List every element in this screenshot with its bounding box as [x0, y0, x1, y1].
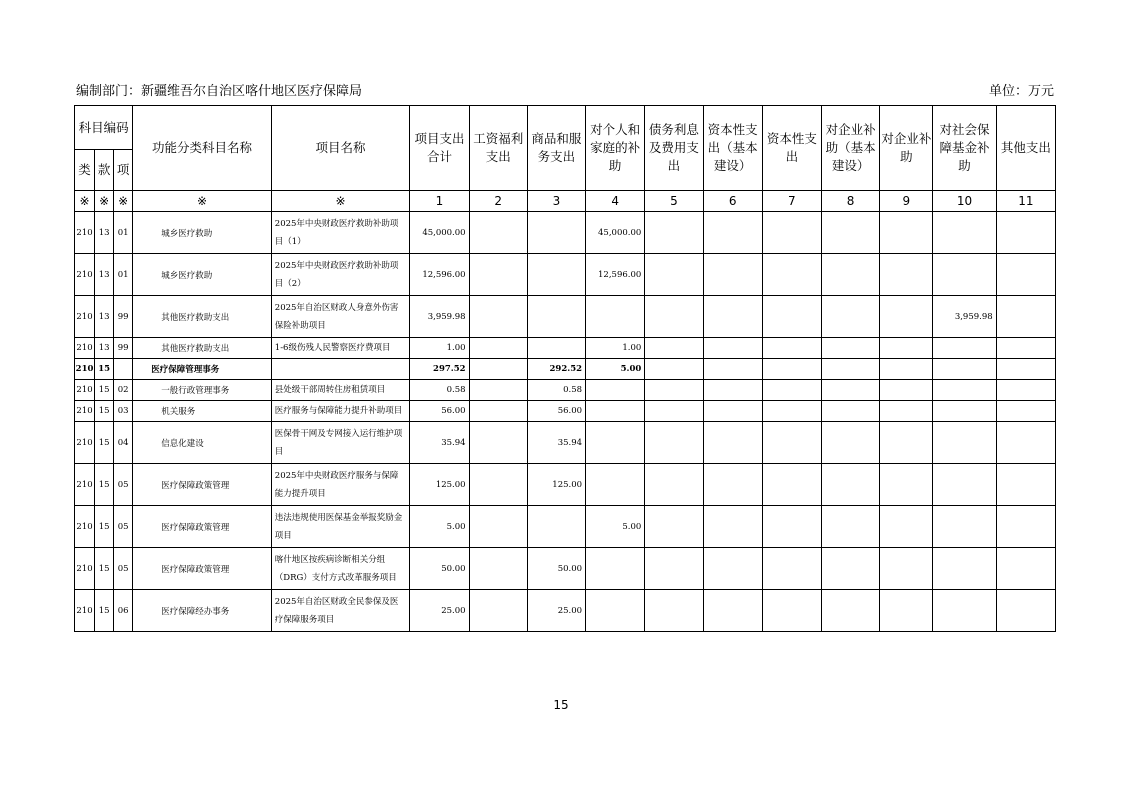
empty-cell: [762, 548, 821, 590]
project-name-cell: 2025年自治区财政全民参保及医疗保障服务项目: [271, 590, 410, 632]
project-name-cell: 2025年中央财政医疗服务与保障能力提升项目: [271, 464, 410, 506]
empty-cell: [703, 359, 762, 380]
empty-cell: [996, 359, 1055, 380]
empty-cell: [645, 548, 703, 590]
empty-cell: [762, 422, 821, 464]
func-name-cell: 其他医疗救助支出: [133, 296, 272, 338]
empty-cell: [996, 464, 1055, 506]
func-name-cell: 医疗保障管理事务: [133, 359, 272, 380]
project-name-cell: 违法违规使用医保基金举报奖励金项目: [271, 506, 410, 548]
index-row: [75, 191, 1056, 212]
wage-cell: [469, 464, 527, 506]
empty-cell: [996, 296, 1055, 338]
wage-cell: [469, 548, 527, 590]
empty-cell: [762, 590, 821, 632]
social-fund-cell: [933, 359, 996, 380]
wage-cell: [469, 212, 527, 254]
lei-cell: 210: [75, 464, 95, 506]
empty-cell: [762, 464, 821, 506]
project-name-cell: 县处级干部周转住房租赁项目: [271, 380, 410, 401]
empty-cell: [821, 464, 879, 506]
goods-cell: 35.94: [527, 422, 585, 464]
personal-subsidy-cell: 1.00: [586, 338, 645, 359]
personal-subsidy-cell: [586, 380, 645, 401]
project-name-cell: 2025年中央财政医疗救助补助项目（2）: [271, 254, 410, 296]
lei-cell: 210: [75, 254, 95, 296]
empty-cell: [703, 422, 762, 464]
wage-cell: [469, 359, 527, 380]
func-name-cell: 医疗保障政策管理: [133, 506, 272, 548]
project-name-cell: [271, 359, 410, 380]
header-kuan: 款: [95, 150, 114, 191]
index-cell: 11: [996, 191, 1055, 212]
func-name-cell: 医疗保障政策管理: [133, 548, 272, 590]
func-name-cell: 医疗保障政策管理: [133, 464, 272, 506]
wage-cell: [469, 296, 527, 338]
lei-cell: 210: [75, 212, 95, 254]
header-col-1: 项目支出合计: [410, 106, 469, 191]
total-cell: 56.00: [410, 401, 469, 422]
empty-cell: [880, 338, 933, 359]
personal-subsidy-cell: [586, 296, 645, 338]
empty-cell: [821, 422, 879, 464]
empty-cell: [703, 506, 762, 548]
index-cell: 4: [586, 191, 645, 212]
empty-cell: [880, 359, 933, 380]
empty-cell: [821, 401, 879, 422]
empty-cell: [821, 338, 879, 359]
project-name-cell: 2025年自治区财政人身意外伤害保险补助项目: [271, 296, 410, 338]
empty-cell: [821, 212, 879, 254]
wage-cell: [469, 401, 527, 422]
social-fund-cell: [933, 401, 996, 422]
func-name-cell: 一般行政管理事务: [133, 380, 272, 401]
goods-cell: [527, 338, 585, 359]
empty-cell: [996, 254, 1055, 296]
table-row: [75, 296, 1056, 338]
empty-cell: [703, 254, 762, 296]
empty-cell: [703, 338, 762, 359]
kuan-cell: 15: [95, 506, 114, 548]
index-cell: 9: [880, 191, 933, 212]
xiang-cell: 99: [114, 338, 133, 359]
total-cell: 5.00: [410, 506, 469, 548]
empty-cell: [821, 590, 879, 632]
empty-cell: [645, 254, 703, 296]
empty-cell: [762, 359, 821, 380]
wage-cell: [469, 422, 527, 464]
total-cell: 45,000.00: [410, 212, 469, 254]
index-cell: 5: [645, 191, 703, 212]
empty-cell: [996, 506, 1055, 548]
header-lei: 类: [75, 150, 95, 191]
empty-cell: [880, 212, 933, 254]
empty-cell: [821, 296, 879, 338]
header-col-2: 工资福利支出: [469, 106, 527, 191]
empty-cell: [703, 380, 762, 401]
empty-cell: [821, 548, 879, 590]
goods-cell: 25.00: [527, 590, 585, 632]
project-name-cell: 1-6级伤残人民警察医疗费项目: [271, 338, 410, 359]
table-row: [75, 422, 1056, 464]
index-cell: ※: [133, 191, 272, 212]
table-row: [75, 506, 1056, 548]
social-fund-cell: [933, 212, 996, 254]
xiang-cell: 02: [114, 380, 133, 401]
goods-cell: 56.00: [527, 401, 585, 422]
header-code-group: 科目编码: [75, 106, 133, 150]
goods-cell: [527, 254, 585, 296]
lei-cell: 210: [75, 548, 95, 590]
empty-cell: [703, 590, 762, 632]
total-cell: 125.00: [410, 464, 469, 506]
personal-subsidy-cell: 45,000.00: [586, 212, 645, 254]
empty-cell: [880, 422, 933, 464]
wage-cell: [469, 590, 527, 632]
empty-cell: [645, 380, 703, 401]
xiang-cell: 06: [114, 590, 133, 632]
empty-cell: [645, 506, 703, 548]
empty-cell: [703, 464, 762, 506]
xiang-cell: 03: [114, 401, 133, 422]
kuan-cell: 15: [95, 464, 114, 506]
personal-subsidy-cell: 5.00: [586, 506, 645, 548]
social-fund-cell: [933, 506, 996, 548]
header-col-6: 资本性支出（基本建设）: [703, 106, 762, 191]
empty-cell: [996, 380, 1055, 401]
personal-subsidy-cell: 5.00: [586, 359, 645, 380]
empty-cell: [880, 590, 933, 632]
lei-cell: 210: [75, 338, 95, 359]
project-name-cell: 医保骨干网及专网接入运行维护项目: [271, 422, 410, 464]
empty-cell: [880, 506, 933, 548]
empty-cell: [645, 464, 703, 506]
empty-cell: [821, 359, 879, 380]
index-cell: 10: [933, 191, 996, 212]
index-cell: 6: [703, 191, 762, 212]
header-xiang: 项: [114, 150, 133, 191]
func-name-cell: 其他医疗救助支出: [133, 338, 272, 359]
project-name-cell: 2025年中央财政医疗救助补助项目（1）: [271, 212, 410, 254]
subtotal-row: [75, 359, 1056, 380]
xiang-cell: 05: [114, 464, 133, 506]
empty-cell: [880, 254, 933, 296]
goods-cell: 50.00: [527, 548, 585, 590]
page-number: 15: [553, 698, 569, 712]
xiang-cell: 01: [114, 254, 133, 296]
empty-cell: [762, 380, 821, 401]
empty-cell: [703, 296, 762, 338]
empty-cell: [996, 590, 1055, 632]
total-cell: 35.94: [410, 422, 469, 464]
index-cell: 7: [762, 191, 821, 212]
total-cell: 50.00: [410, 548, 469, 590]
empty-cell: [880, 380, 933, 401]
kuan-cell: 13: [95, 296, 114, 338]
func-name-cell: 医疗保障经办事务: [133, 590, 272, 632]
personal-subsidy-cell: [586, 464, 645, 506]
header-col-10: 对社会保障基金补助: [933, 106, 996, 191]
empty-cell: [645, 338, 703, 359]
personal-subsidy-cell: [586, 548, 645, 590]
goods-cell: [527, 506, 585, 548]
wage-cell: [469, 338, 527, 359]
goods-cell: [527, 212, 585, 254]
department-label: 编制部门：新疆维吾尔自治区喀什地区医疗保障局: [76, 84, 363, 99]
total-cell: 3,959.98: [410, 296, 469, 338]
func-name-cell: 机关服务: [133, 401, 272, 422]
header-col-7: 资本性支出: [762, 106, 821, 191]
xiang-cell: 01: [114, 212, 133, 254]
table-row: [75, 464, 1056, 506]
lei-cell: 210: [75, 422, 95, 464]
index-cell: 3: [527, 191, 585, 212]
social-fund-cell: [933, 464, 996, 506]
empty-cell: [880, 548, 933, 590]
xiang-cell: 05: [114, 506, 133, 548]
empty-cell: [703, 401, 762, 422]
empty-cell: [996, 548, 1055, 590]
index-cell: 2: [469, 191, 527, 212]
table-row: [75, 548, 1056, 590]
index-cell: 1: [410, 191, 469, 212]
empty-cell: [762, 212, 821, 254]
empty-cell: [762, 338, 821, 359]
goods-cell: 125.00: [527, 464, 585, 506]
kuan-cell: 13: [95, 254, 114, 296]
kuan-cell: 15: [95, 401, 114, 422]
func-name-cell: 城乡医疗救助: [133, 254, 272, 296]
empty-cell: [645, 422, 703, 464]
wage-cell: [469, 380, 527, 401]
goods-cell: 0.58: [527, 380, 585, 401]
header-col-8: 对企业补助（基本建设）: [821, 106, 879, 191]
empty-cell: [880, 464, 933, 506]
personal-subsidy-cell: [586, 422, 645, 464]
empty-cell: [762, 254, 821, 296]
personal-subsidy-cell: [586, 401, 645, 422]
empty-cell: [821, 254, 879, 296]
empty-cell: [645, 212, 703, 254]
empty-cell: [645, 401, 703, 422]
empty-cell: [821, 506, 879, 548]
social-fund-cell: [933, 548, 996, 590]
empty-cell: [703, 548, 762, 590]
empty-cell: [880, 296, 933, 338]
header-col-5: 债务利息及费用支出: [645, 106, 703, 191]
lei-cell: 210: [75, 401, 95, 422]
personal-subsidy-cell: 12,596.00: [586, 254, 645, 296]
table-row: [75, 590, 1056, 632]
kuan-cell: 13: [95, 338, 114, 359]
xiang-cell: [114, 359, 133, 380]
index-cell: ※: [271, 191, 410, 212]
unit-label: 单位：万元: [988, 84, 1054, 99]
kuan-cell: 13: [95, 212, 114, 254]
table-row: [75, 338, 1056, 359]
wage-cell: [469, 506, 527, 548]
personal-subsidy-cell: [586, 590, 645, 632]
header-col-4: 对个人和家庭的补助: [586, 106, 645, 191]
func-name-cell: 城乡医疗救助: [133, 212, 272, 254]
empty-cell: [880, 401, 933, 422]
total-cell: 12,596.00: [410, 254, 469, 296]
index-cell: ※: [75, 191, 95, 212]
empty-cell: [762, 506, 821, 548]
total-cell: 25.00: [410, 590, 469, 632]
total-cell: 297.52: [410, 359, 469, 380]
lei-cell: 210: [75, 590, 95, 632]
total-cell: 1.00: [410, 338, 469, 359]
total-cell: 0.58: [410, 380, 469, 401]
table-row: [75, 254, 1056, 296]
empty-cell: [762, 401, 821, 422]
empty-cell: [821, 380, 879, 401]
header-col-3: 商品和服务支出: [527, 106, 585, 191]
index-cell: ※: [114, 191, 133, 212]
social-fund-cell: [933, 338, 996, 359]
kuan-cell: 15: [95, 380, 114, 401]
goods-cell: [527, 296, 585, 338]
header-col-9: 对企业补助: [880, 106, 933, 191]
xiang-cell: 99: [114, 296, 133, 338]
lei-cell: 210: [75, 359, 95, 380]
empty-cell: [645, 590, 703, 632]
empty-cell: [762, 296, 821, 338]
kuan-cell: 15: [95, 359, 114, 380]
empty-cell: [703, 212, 762, 254]
xiang-cell: 04: [114, 422, 133, 464]
kuan-cell: 15: [95, 548, 114, 590]
empty-cell: [645, 359, 703, 380]
index-cell: 8: [821, 191, 879, 212]
social-fund-cell: [933, 380, 996, 401]
project-name-cell: 医疗服务与保障能力提升补助项目: [271, 401, 410, 422]
social-fund-cell: [933, 590, 996, 632]
lei-cell: 210: [75, 296, 95, 338]
goods-cell: 292.52: [527, 359, 585, 380]
header-project-name: 项目名称: [271, 106, 410, 191]
lei-cell: 210: [75, 380, 95, 401]
table-row: [75, 212, 1056, 254]
header-col-11: 其他支出: [996, 106, 1055, 191]
empty-cell: [996, 212, 1055, 254]
social-fund-cell: [933, 254, 996, 296]
budget-table: [74, 105, 1056, 632]
lei-cell: 210: [75, 506, 95, 548]
xiang-cell: 05: [114, 548, 133, 590]
index-cell: ※: [95, 191, 114, 212]
kuan-cell: 15: [95, 422, 114, 464]
empty-cell: [996, 338, 1055, 359]
project-name-cell: 喀什地区按疾病诊断相关分组（DRG）支付方式改革服务项目: [271, 548, 410, 590]
social-fund-cell: [933, 422, 996, 464]
table-row: [75, 401, 1056, 422]
empty-cell: [996, 401, 1055, 422]
empty-cell: [996, 422, 1055, 464]
social-fund-cell: 3,959.98: [933, 296, 996, 338]
wage-cell: [469, 254, 527, 296]
kuan-cell: 15: [95, 590, 114, 632]
header-func-name: 功能分类科目名称: [133, 106, 272, 191]
empty-cell: [645, 296, 703, 338]
func-name-cell: 信息化建设: [133, 422, 272, 464]
table-row: [75, 380, 1056, 401]
